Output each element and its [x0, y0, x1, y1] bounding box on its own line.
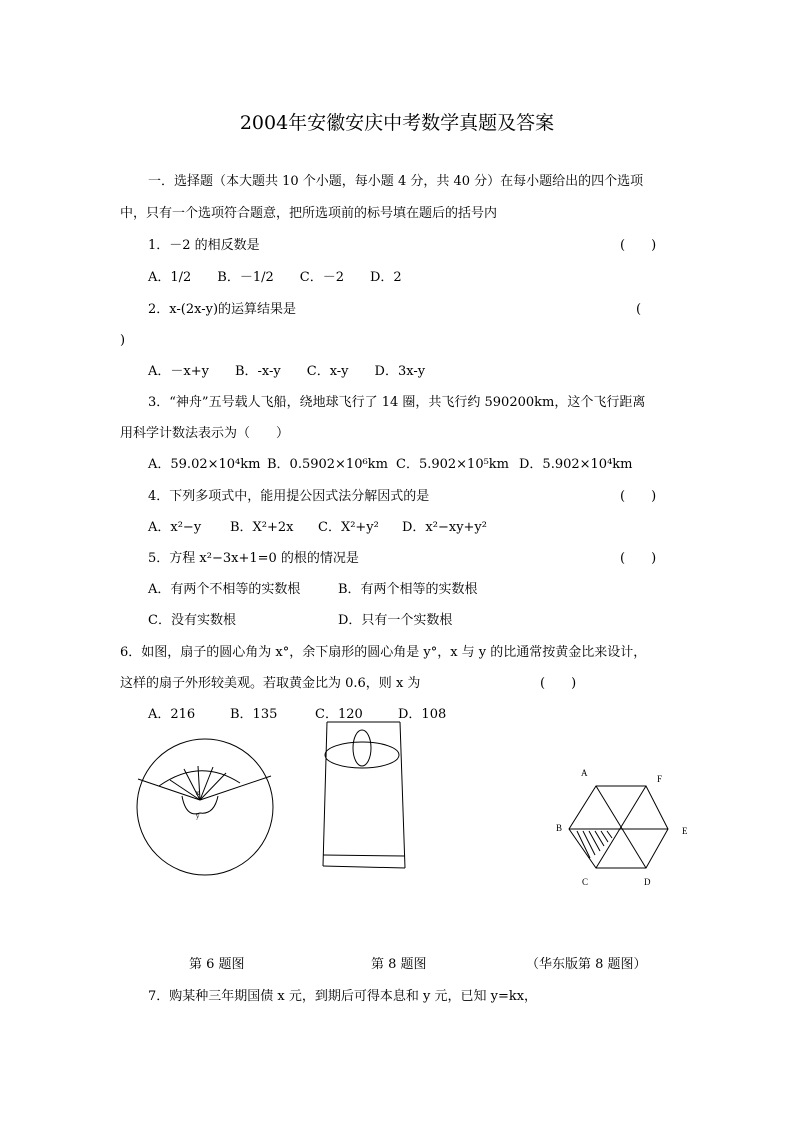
- cup-figure: [323, 722, 405, 868]
- q6-stem-cont: 这样的扇子外形较美观。若取黄金比为 0.6，则 x 为: [120, 676, 421, 691]
- q5-answer-bracket: ( ): [620, 551, 657, 566]
- section-intro-cont: 中，只有一个选项符合题意，把所选项前的标号填在题后的括号内: [120, 206, 498, 221]
- q6-option-d: D．108: [398, 707, 447, 722]
- hex-label-d: D: [644, 877, 651, 887]
- q1-stem: 1．－2 的相反数是: [148, 238, 260, 253]
- hexagon-figure: [556, 768, 688, 887]
- q7-stem: 7．购某种三年期国债 x 元，到期后可得本息和 y 元，已知 y=kx，: [148, 989, 538, 1004]
- q1-options: A．1/2 B．－1/2 C．－2 D．2: [148, 270, 402, 285]
- hex-label-a: A: [581, 768, 588, 778]
- q6-answer-bracket: ( ): [540, 676, 577, 691]
- section-intro: 一．选择题（本大题共 10 个小题，每小题 4 分，共 40 分）在每小题给出的四个选项: [148, 174, 644, 189]
- caption-fig8: 第 8 题图: [371, 957, 427, 972]
- q6-stem: 6．如图，扇子的圆心角为 x°，余下扇形的圆心角是 y°，x 与 y 的比通常按黄金比来设计，: [120, 645, 647, 660]
- fan-figure: [137, 739, 273, 875]
- q4-option-d: D．x²−xy+y²: [402, 520, 487, 535]
- hex-label-c: C: [582, 877, 589, 887]
- hex-label-e: E: [682, 826, 688, 836]
- q2-options: A．－x+y B．-x-y C．x-y D．3x-y: [148, 364, 426, 379]
- caption-huadong-fig8: （华东版第 8 题图）: [526, 957, 647, 972]
- q5-option-b: B．有两个相等的实数根: [338, 582, 478, 597]
- q3-option-d: D．5.902×10⁴km: [519, 457, 633, 472]
- q3-option-a: A．59.02×10⁴km: [148, 457, 261, 472]
- page-title: 2004年安徽安庆中考数学真题及答案: [239, 112, 555, 134]
- hex-label-f: F: [657, 774, 663, 784]
- q2-bracket-close: ): [120, 333, 126, 348]
- hex-label-b: B: [556, 823, 563, 833]
- q2-stem: 2．x-(2x-y)的运算结果是: [148, 302, 297, 317]
- q4-option-c: C．X²+y²: [318, 520, 379, 535]
- q2-bracket-open: (: [636, 302, 642, 317]
- q3-stem: 3．“神舟”五号载人飞船，绕地球飞行了 14 圈，共飞行约 590200km，这个飞行距离: [148, 395, 646, 410]
- q6-option-c: C．120: [315, 707, 363, 722]
- q4-stem: 4．下列多项式中，能用提公因式法分解因式的是: [148, 489, 430, 504]
- caption-fig6: 第 6 题图: [189, 957, 245, 972]
- q5-option-c: C．没有实数根: [148, 613, 236, 628]
- q3-option-b: B．0.5902×10⁶km: [267, 457, 388, 472]
- q5-stem: 5．方程 x²−3x+1=0 的根的情况是: [148, 551, 359, 566]
- fan-x-label: x: [196, 790, 200, 797]
- q4-option-b: B．X²+2x: [230, 520, 294, 535]
- q6-option-a: A．216: [148, 707, 196, 722]
- q4-option-a: A．x²−y: [148, 520, 202, 535]
- q1-answer-bracket: ( ): [620, 238, 657, 253]
- q5-option-d: D．只有一个实数根: [338, 613, 453, 628]
- q3-option-c: C．5.902×10⁵km: [396, 457, 510, 472]
- q4-answer-bracket: ( ): [620, 489, 657, 504]
- q5-option-a: A．有两个不相等的实数根: [148, 582, 301, 597]
- fan-y-label: y: [196, 813, 200, 820]
- q6-option-b: B．135: [230, 707, 278, 722]
- q3-stem-cont: 用科学计数法表示为（ ）: [120, 426, 290, 441]
